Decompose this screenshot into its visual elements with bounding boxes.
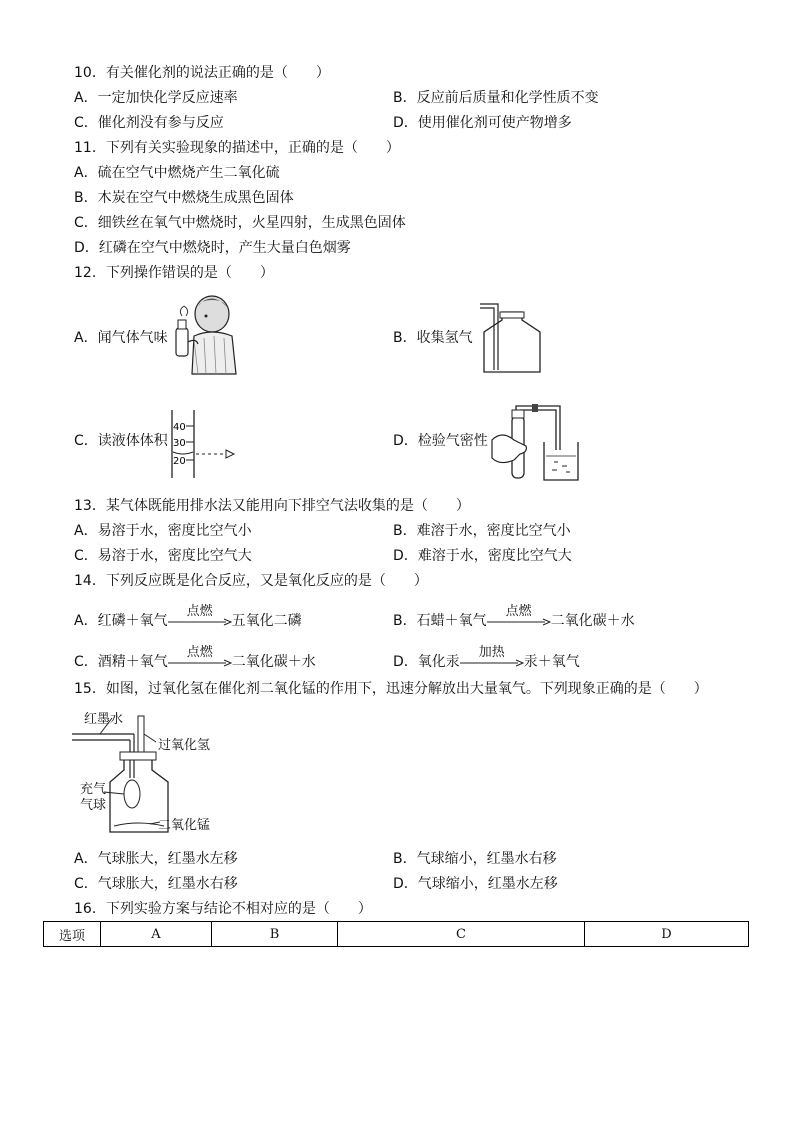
q13-stem: 13．某气体既能用排水法又能用向下排空气法收集的是（ ）: [74, 498, 470, 514]
q11-option-a: A．硫在空气中燃烧产生二氧化硫: [74, 165, 280, 181]
q14-option-a: [74, 604, 302, 630]
q15-stem: 15．如图，过氧化氢在催化剂二氧化锰的作用下，迅速分解放出大量氧气。下列现象正确的是（ ）: [74, 681, 708, 697]
q12-stem: 12．下列操作错误的是（ ）: [74, 265, 274, 281]
q12-option-a: A．闻气体气味: [74, 330, 168, 346]
q10-option-c: C．催化剂没有参与反应: [74, 115, 224, 131]
reaction-arrow: [168, 604, 232, 630]
q13-option-a: A．易溶于水，密度比空气小: [74, 523, 252, 539]
table-header-cell: A: [101, 922, 212, 947]
q11-option-b: B．木炭在空气中燃烧生成黑色固体: [74, 190, 294, 206]
q14-stem: 14．下列反应既是化合反应，又是氧化反应的是（ ）: [74, 573, 428, 589]
q10-stem: 10．有关催化剂的说法正确的是（ ）: [74, 65, 330, 81]
q12-option-c: C．读液体体积: [74, 433, 168, 449]
label-manganese-dioxide: 二氧化锰: [158, 818, 211, 833]
label-hydrogen-peroxide: 过氧化氢: [158, 738, 211, 753]
tick-20: 20: [173, 456, 186, 467]
q15-option-c: C．气球胀大，红墨水右移: [74, 876, 238, 892]
label-red-ink: 红墨水: [84, 712, 124, 727]
q15-option-a: A．气球胀大，红墨水左移: [74, 851, 238, 867]
table-header-cell: D: [585, 922, 749, 947]
q14-a-reactants: A．红磷＋氧气: [74, 613, 168, 629]
airtightness-test-figure: [488, 400, 584, 484]
q13-option-b: B．难溶于水，密度比空气小: [393, 523, 571, 539]
table-header-cell: C: [338, 922, 585, 947]
reaction-condition: 点燃: [505, 604, 532, 619]
label-balloon-1: 充气: [80, 782, 107, 797]
q14-option-d: [393, 645, 580, 671]
reaction-arrow: [460, 645, 524, 671]
q13-option-c: C．易溶于水，密度比空气大: [74, 548, 252, 564]
q14-d-products: 汞＋氧气: [523, 654, 580, 670]
q14-option-c: [74, 645, 316, 671]
q14-d-reactants: D．氧化汞: [393, 654, 460, 670]
q14-c-products: 二氧化碳＋水: [231, 654, 316, 670]
q14-b-reactants: B．石蜡＋氧气: [393, 613, 487, 629]
q14-a-products: 五氧化二磷: [231, 613, 302, 629]
reaction-condition: 点燃: [186, 604, 213, 619]
q11-option-d: D．红磷在空气中燃烧时，产生大量白色烟雾: [74, 240, 351, 256]
smell-gas-figure: [168, 292, 240, 376]
q11-stem: 11．下列有关实验现象的描述中，正确的是（ ）: [74, 140, 400, 156]
q16-stem: 16．下列实验方案与结论不相对应的是（ ）: [74, 901, 372, 917]
q10-option-b: B．反应前后质量和化学性质不变: [393, 90, 599, 106]
q14-option-b: [393, 604, 635, 630]
q10-option-a: A．一定加快化学反应速率: [74, 90, 238, 106]
reaction-condition: 加热: [478, 645, 505, 660]
table-header-cell: 选项: [44, 922, 101, 947]
q13-option-d: D．难溶于水，密度比空气大: [393, 548, 572, 564]
graduated-cylinder-figure: [164, 408, 244, 480]
q15-option-b: B．气球缩小，红墨水右移: [393, 851, 557, 867]
reaction-arrow: [487, 604, 551, 630]
label-balloon-2: 气球: [80, 798, 107, 813]
q14-b-products: 二氧化碳＋水: [550, 613, 635, 629]
q12-option-b: B．收集氢气: [393, 330, 473, 346]
tick-40: 40: [173, 422, 186, 433]
table-header-row: [44, 922, 749, 947]
gas-bottle-figure: [476, 300, 548, 376]
q12-option-d: D．检验气密性: [393, 433, 488, 449]
balloon-apparatus-figure: [72, 708, 232, 838]
q11-option-c: C．细铁丝在氧气中燃烧时，火星四射，生成黑色固体: [74, 215, 406, 231]
table-header-cell: B: [212, 922, 338, 947]
q10-option-d: D．使用催化剂可使产物增多: [393, 115, 572, 131]
q16-table: [43, 921, 749, 947]
reaction-condition: 点燃: [186, 645, 213, 660]
q14-c-reactants: C．酒精＋氧气: [74, 654, 168, 670]
reaction-arrow: [168, 645, 232, 671]
tick-30: 30: [173, 438, 186, 449]
q15-option-d: D．气球缩小，红墨水左移: [393, 876, 558, 892]
